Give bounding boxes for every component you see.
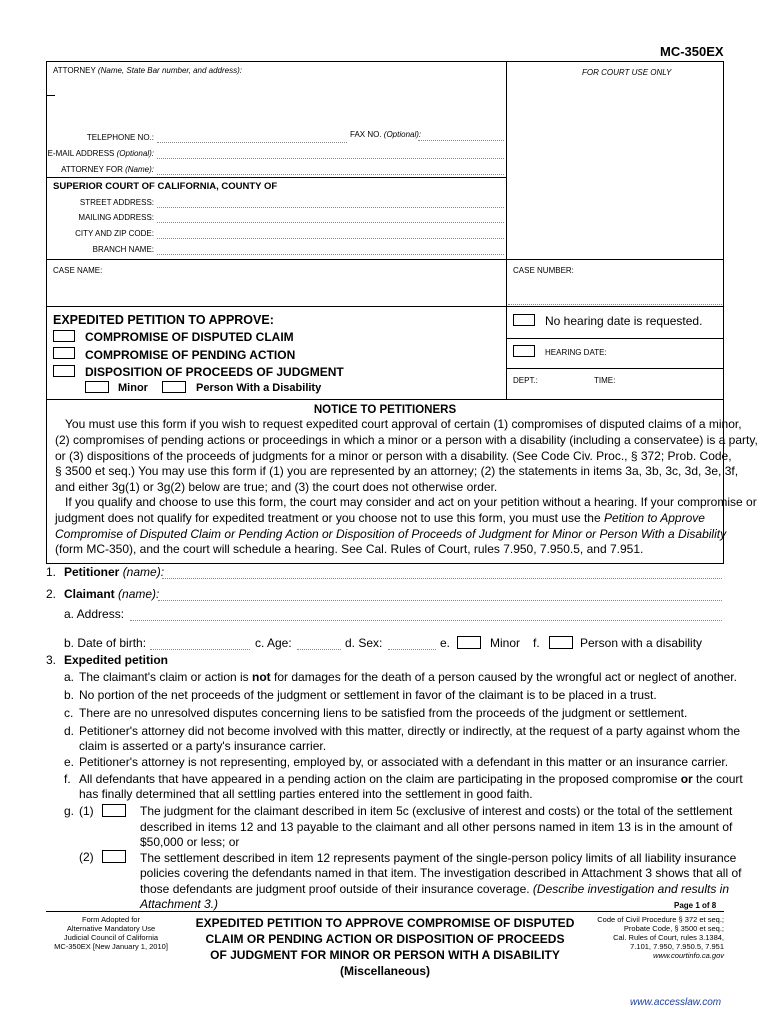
item-3c-letter: c. bbox=[64, 706, 74, 720]
item-2f-letter: f. bbox=[533, 636, 540, 650]
street-label: STREET ADDRESS: bbox=[79, 198, 154, 207]
fax-label: FAX NO. (Optional): bbox=[350, 130, 422, 139]
item-3g2-text-1: The settlement described in item 12 represents payment of the single-person policy limits of all liability insurance bbox=[140, 851, 737, 865]
case-number-field[interactable] bbox=[508, 304, 722, 305]
item-3d-letter: d. bbox=[64, 724, 75, 738]
hearing-date-label: HEARING DATE: bbox=[545, 348, 607, 357]
notice-line-2: (2) compromises of pending actions or proceedings in which a minor or a person with a disability (including a conservatee) is a party, bbox=[55, 433, 758, 447]
city-field[interactable] bbox=[157, 238, 504, 239]
claimant-disability-checkbox[interactable] bbox=[549, 636, 573, 649]
item-3c-text: There are no unresolved disputes concerning liens to be satisfied from the proceeds of the judgment or settlement. bbox=[79, 706, 688, 720]
expedited-petition-label: Expedited petition bbox=[64, 653, 169, 667]
item-3a-letter: a. bbox=[64, 670, 75, 684]
item-3g2-text-3: those defendants are judgment proof outside of their insurance coverage. (Describe investigation and results in bbox=[140, 882, 730, 896]
claimant-label: Claimant (name): bbox=[64, 587, 160, 601]
item-3g1-text-3: $50,000 or less; or bbox=[140, 835, 240, 849]
claimant-sex-field[interactable] bbox=[388, 649, 436, 650]
item-3b-letter: b. bbox=[64, 688, 75, 702]
item-3g1-text-2: described in items 12 and 13 payable to the claimant and all other persons named in item 13 is in the amount of bbox=[140, 820, 733, 834]
time-label: TIME: bbox=[594, 376, 616, 385]
item-3g1-number: (1) bbox=[79, 804, 94, 818]
notice-title: NOTICE TO PETITIONERS bbox=[313, 404, 457, 416]
item-3-number: 3. bbox=[46, 653, 57, 667]
mailing-field[interactable] bbox=[157, 222, 504, 223]
notice-line-3: or (3) dispositions of the proceeds of judgments for a minor or person with a disability. (See Code Civ. Proc., § 372; Prob. Code, bbox=[55, 449, 732, 463]
item-3d-text-1: Petitioner's attorney did not become involved with this matter, directly or indirectly, at the request of a party against whom the bbox=[79, 724, 741, 738]
claimant-disability-label: Person with a disability bbox=[580, 636, 703, 650]
no-hearing-label: No hearing date is requested. bbox=[545, 314, 703, 328]
claimant-address-label: a. Address: bbox=[64, 607, 125, 621]
form-number: MC-350EX bbox=[660, 44, 724, 59]
item-2-number: 2. bbox=[46, 587, 57, 601]
notice-line-4: § 3500 et seq.) You may use this form if (1) you are represented by an attorney; (2) the statements in items 3a, 3b, 3c, 3d, 3e, 3f, bbox=[55, 464, 739, 478]
item-3b-text: No portion of the net proceeds of the judgment or settlement in favor of the claimant is to be placed in a trust. bbox=[79, 688, 657, 702]
item-3g2-checkbox[interactable] bbox=[102, 850, 126, 863]
item-2e-letter: e. bbox=[440, 636, 451, 650]
telephone-field[interactable] bbox=[157, 142, 347, 143]
attorney-for-label: ATTORNEY FOR (Name): bbox=[61, 165, 154, 174]
item-3a-text: The claimant's claim or action is not for damages for the death of a person caused by the wrongful act or neglect of another. bbox=[79, 670, 737, 684]
notice-line-7: judgment does not qualify for expedited treatment or you choose not to use this form, you must use the Petition to Approve bbox=[55, 511, 705, 525]
disposition-label: DISPOSITION OF PROCEEDS OF JUDGMENT bbox=[85, 365, 344, 379]
petitioner-name-field[interactable] bbox=[162, 578, 722, 579]
item-1-number: 1. bbox=[46, 565, 57, 579]
accesslaw-watermark-link[interactable]: www.accesslaw.com bbox=[630, 997, 722, 1008]
claimant-dob-field[interactable] bbox=[150, 649, 250, 650]
item-3d-text-2: claim is asserted or a party's insurance carrier. bbox=[79, 739, 327, 753]
no-hearing-checkbox[interactable] bbox=[513, 314, 535, 326]
citation-block: Code of Civil Procedure § 372 et seq.; Probate Code, § 3500 et seq.; Cal. Rules of Court, rules 3.1384, 7.101, 7.950, 7.950.5, 7.951 www.courtinfo.ca.gov bbox=[597, 915, 724, 960]
form-adopted-block: Form Adopted for Alternative Mandatory Use Judicial Council of California MC-350EX [New January 1, 2010] bbox=[54, 915, 168, 951]
item-3e-letter: e. bbox=[64, 755, 75, 769]
item-3g-letter: g. bbox=[64, 804, 75, 818]
compromise-claim-checkbox[interactable] bbox=[53, 330, 75, 342]
city-label: CITY AND ZIP CODE: bbox=[75, 229, 154, 238]
item-3e-text: Petitioner's attorney is not representing, employed by, or associated with a defendant in this matter or an insurance carrier. bbox=[79, 755, 729, 769]
item-3f-text-1: All defendants that have appeared in a pending action on the claim are participating in the proposed compromise or the court bbox=[79, 772, 743, 786]
claimant-dob-label: b. Date of birth: bbox=[64, 636, 147, 650]
claimant-age-label: c. Age: bbox=[255, 636, 292, 650]
court-use-label: FOR COURT USE ONLY bbox=[582, 68, 672, 77]
petitioner-label: Petitioner (name): bbox=[64, 565, 165, 579]
claimant-name-field[interactable] bbox=[158, 600, 722, 601]
attorney-label: ATTORNEY (Name, State Bar number, and address): bbox=[53, 66, 242, 75]
branch-field[interactable] bbox=[157, 254, 504, 255]
court-title: SUPERIOR COURT OF CALIFORNIA, COUNTY OF bbox=[53, 181, 278, 192]
item-3g2-text-4: Attachment 3.) bbox=[140, 897, 219, 911]
claimant-minor-label: Minor bbox=[490, 636, 521, 650]
item-3g1-text-1: The judgment for the claimant described in item 5c (exclusive of interest and costs) or the total of the settlement bbox=[140, 804, 733, 818]
street-field[interactable] bbox=[157, 207, 504, 208]
disposition-checkbox[interactable] bbox=[53, 365, 75, 377]
notice-line-8: Compromise of Disputed Claim or Pending Action or Disposition of Proceeds of Judgment for Minor or Person With a Disability bbox=[55, 527, 727, 541]
claimant-sex-label: d. Sex: bbox=[345, 636, 383, 650]
notice-line-9: (form MC-350), and the court will schedule a hearing. See Cal. Rules of Court, rules 7.950, 7.950.5, and 7.951. bbox=[55, 542, 644, 556]
telephone-label: TELEPHONE NO.: bbox=[86, 133, 154, 142]
notice-line-6: If you qualify and choose to use this form, the court may consider and act on your petition without a hearing. If your compromise or bbox=[65, 495, 757, 509]
email-label: E-MAIL ADDRESS (Optional): bbox=[47, 149, 154, 158]
claimant-minor-checkbox[interactable] bbox=[457, 636, 481, 649]
petition-title: EXPEDITED PETITION TO APPROVE: bbox=[53, 313, 274, 327]
compromise-action-checkbox[interactable] bbox=[53, 347, 75, 359]
email-field[interactable] bbox=[157, 158, 504, 159]
hearing-date-checkbox[interactable] bbox=[513, 345, 535, 357]
mailing-label: MAILING ADDRESS: bbox=[78, 213, 154, 222]
dept-label: DEPT.: bbox=[513, 376, 538, 385]
branch-label: BRANCH NAME: bbox=[92, 245, 154, 254]
notice-line-1: You must use this form if you wish to request expedited court approval of certain (1) compromises of disputed claims of a minor, bbox=[65, 417, 742, 431]
minor-checkbox[interactable] bbox=[85, 381, 109, 393]
item-3g2-number: (2) bbox=[79, 850, 94, 864]
claimant-age-field[interactable] bbox=[297, 649, 341, 650]
item-3g2-text-2: policies covering the defendants named in that item. The investigation described in Attachment 3 shows that all of bbox=[140, 866, 742, 880]
compromise-action-label: COMPROMISE OF PENDING ACTION bbox=[85, 348, 296, 362]
page-number: Page 1 of 8 bbox=[674, 901, 717, 910]
notice-line-5: and either 3g(1) or 3g(2) below are true; and (3) the court does not otherwise order. bbox=[55, 480, 498, 494]
person-disability-label: Person With a Disability bbox=[196, 382, 322, 394]
item-3f-text-2: has finally determined that all settling parties entered into the settlement in good faith. bbox=[79, 787, 533, 801]
case-name-label: CASE NAME: bbox=[53, 266, 103, 275]
minor-label: Minor bbox=[118, 382, 148, 394]
person-disability-checkbox[interactable] bbox=[162, 381, 186, 393]
case-number-label: CASE NUMBER: bbox=[513, 266, 574, 275]
attorney-for-field[interactable] bbox=[157, 174, 504, 175]
footer-title: EXPEDITED PETITION TO APPROVE COMPROMISE OF DISPUTED CLAIM OR PENDING ACTION OR DISPOSITION OF PROCEEDS OF JUDGMENT FOR MINOR OR PERSON WITH A DISABILITY (Miscellaneous) bbox=[195, 916, 575, 978]
item-3f-letter: f. bbox=[64, 772, 71, 786]
item-3g1-checkbox[interactable] bbox=[102, 804, 126, 817]
claimant-address-field[interactable] bbox=[130, 620, 722, 621]
compromise-claim-label: COMPROMISE OF DISPUTED CLAIM bbox=[85, 330, 294, 344]
fax-field[interactable] bbox=[418, 140, 504, 141]
